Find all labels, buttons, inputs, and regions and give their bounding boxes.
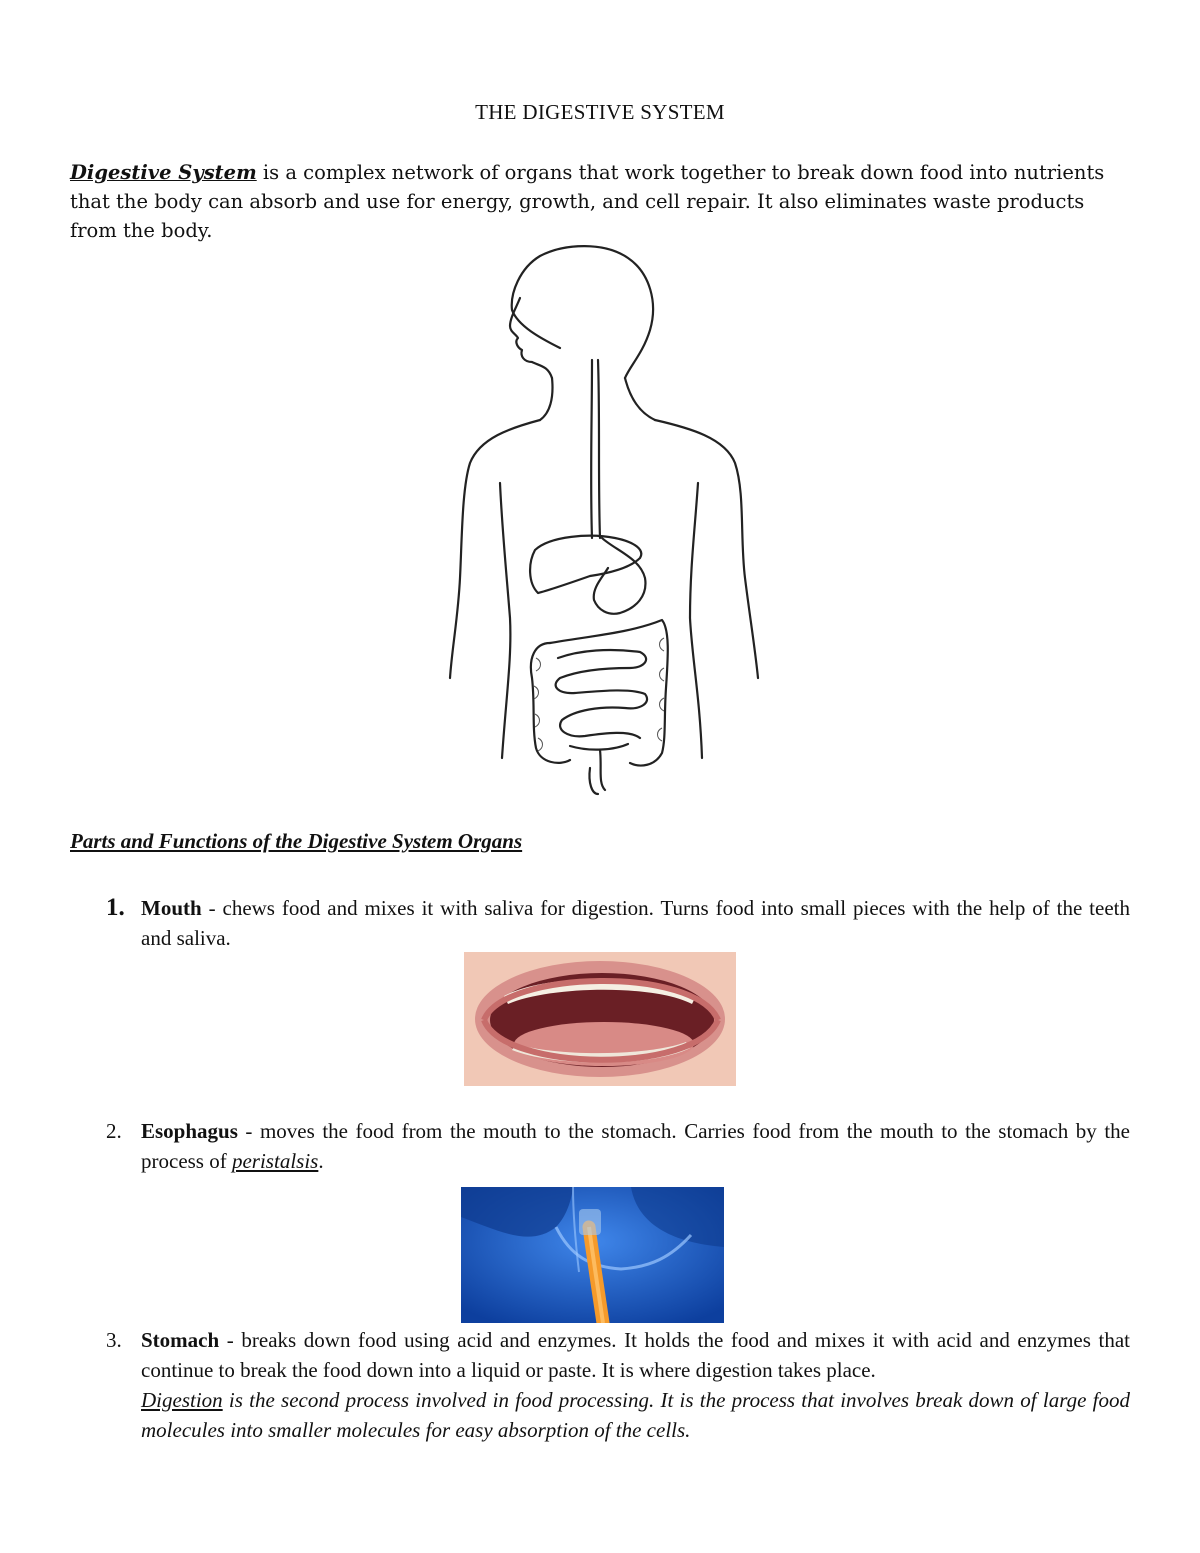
digestive-system-diagram (440, 238, 770, 800)
page-title: THE DIGESTIVE SYSTEM (475, 100, 725, 124)
item-number: 1. (106, 894, 125, 921)
list-item-esophagus (70, 1116, 1130, 1176)
list-item-mouth (70, 893, 1130, 953)
intro-text: is a complex network of organs that work together to break down food into nutrients that the body can absorb and use for energy, growth, and cell repair. It also eliminates waste products from the body. (70, 161, 1105, 242)
intro-term: Digestive System (70, 161, 257, 184)
item-text: - breaks down food using acid and enzymes. It holds the food and mixes it with acid and enzymes that continue to break the food down into a liquid or paste. It is where digestion takes place. (141, 1328, 1130, 1382)
item-text: - moves the food from the mouth to the stomach. Carries food from the mouth to the stomach by the process of (141, 1119, 1130, 1173)
item-name: Mouth (141, 896, 202, 920)
item-name: Esophagus (141, 1119, 238, 1143)
item-italic-text: is the second process involved in food processing. It is the process that involves break down of large food molecules into smaller molecules for easy absorption of the cells (141, 1388, 1130, 1442)
item-number: 2. (106, 1119, 122, 1143)
mouth-image (464, 952, 736, 1086)
section-heading: Parts and Functions of the Digestive System Organs (70, 829, 523, 853)
esophagus-image (461, 1187, 724, 1323)
item-term: Digestion (141, 1388, 223, 1412)
item-term: peristalsis (231, 1149, 319, 1173)
item-end: . (318, 1149, 324, 1173)
intro-paragraph (70, 158, 1130, 245)
item-name: Stomach (141, 1328, 220, 1352)
item-number: 3. (106, 1328, 122, 1352)
item-text: - chews food and mixes it with saliva for digestion. Turns food into small pieces with the help of the teeth and saliva. (141, 896, 1130, 950)
item-end: . (685, 1418, 691, 1442)
list-item-stomach (70, 1325, 1130, 1445)
